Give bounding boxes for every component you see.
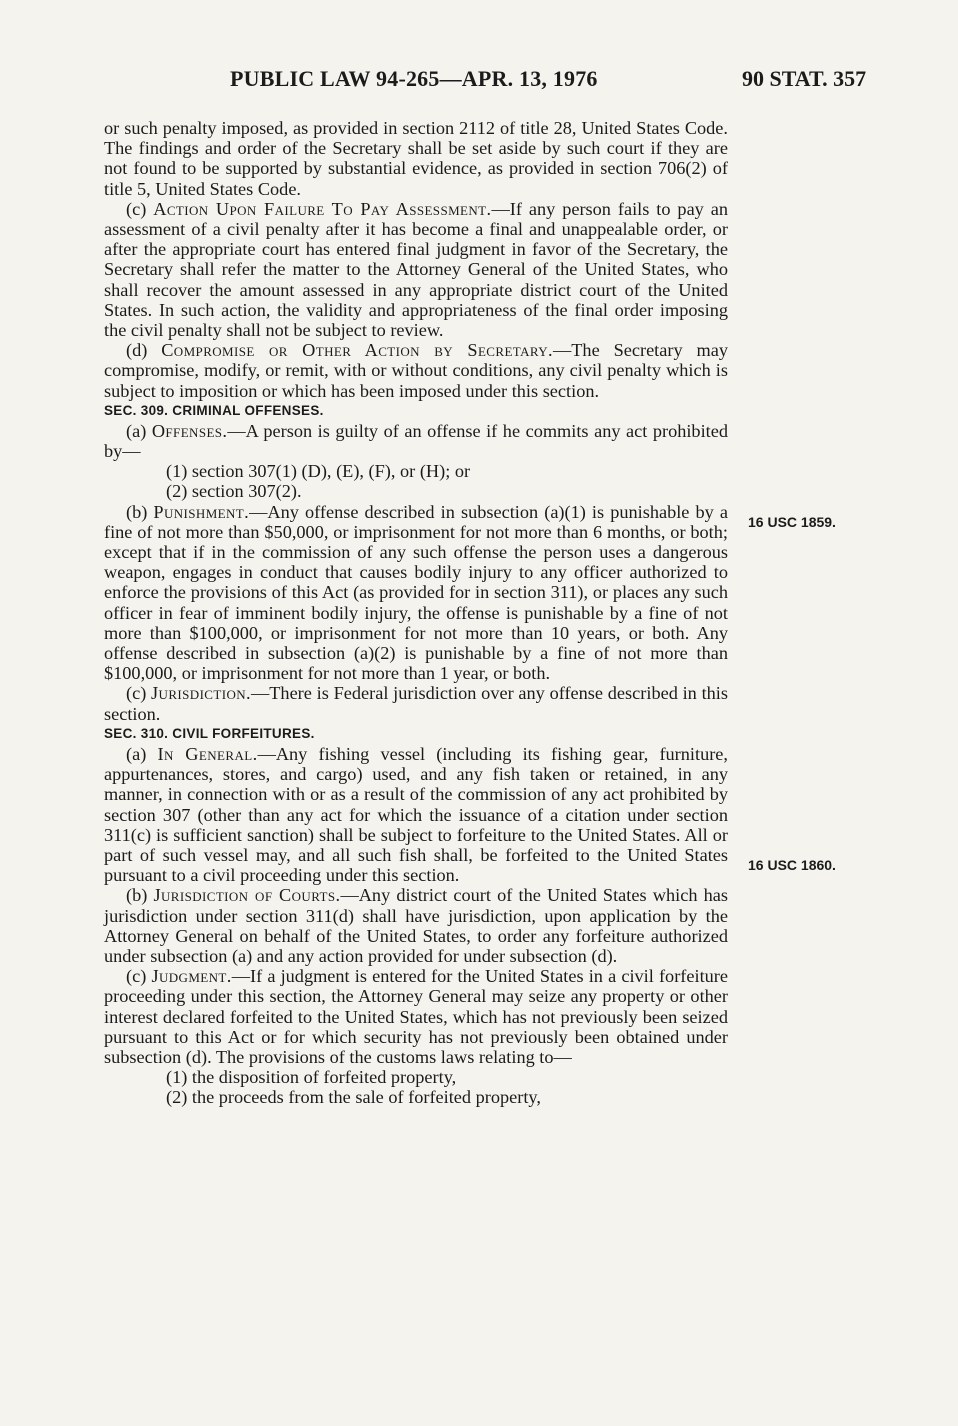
list-item: (1) section 307(1) (D), (E), (F), or (H); or — [166, 461, 471, 482]
subsection-309-c-jurisdiction: (c) Jurisdiction.—There is Federal jurisdiction over any offense described in this section. — [104, 683, 728, 724]
list-item: (1) the disposition of forfeited property, — [166, 1067, 457, 1088]
subsection-310-b-courts: (b) Jurisdiction of Courts.—Any district court of the United States which has jurisdiction under section 311(d) shall have jurisdiction, upon application by the Attorney General on behalf of the United States, to order any forfeiture authorized under subsection (a) and any action provided for under subsection (d). — [104, 885, 728, 966]
subsection-310-c-judgment: (c) Judgment.—If a judgment is entered for the United States in a civil forfeiture proceeding under this section, the Attorney General may seize any property or other interest declared forfeited to the United States, which has not previously been seized pursuant to this Act or for which security has not previously been obtained under subsection (d). The provisions of the customs laws relating to— — [104, 966, 728, 1067]
subsection-309-b-punishment: (b) Punishment.—Any offense described in subsection (a)(1) is punishable by a fine of not more than $50,000, or imprisonment for not more than 6 months, or both; except that if in the commission of any such offense the person uses a dangerous weapon, engages in conduct that causes bodily injury to any officer authorized to enforce the provisions of this Act (as provided for in section 311), or places any such officer in fear of imminent bodily injury, the offense is punishable by a fine of not more than $100,000, or imprisonment for not more than 10 years, or both. Any offense described in subsection (a)(2) is punishable by a fine of not more than $100,000, or imprisonment for not more than 1 year, or both. — [104, 501, 728, 684]
subsection-heading: Offenses. — [151, 420, 228, 441]
page-body — [104, 118, 728, 1108]
subsection-heading: Compromise or Other Action by Secretary. — [161, 340, 553, 361]
subsection-heading: In General. — [157, 743, 258, 764]
subsection-309-a-offenses: (a) Offenses.—A person is guilty of an offense if he commits any act prohibited by— — [104, 420, 728, 462]
subsection-heading: Action Upon Failure To Pay Assessment. — [153, 198, 492, 219]
paragraph-continuation: or such penalty imposed, as provided in section 2112 of title 28, United States Code. The findings and order of the Secretary shall be set aside by such court if they are not found to be supported by substantial evidence, as provided in section 706(2) of title 5, United States Code. — [104, 118, 728, 199]
subsection-heading: Punishment. — [153, 501, 250, 522]
running-header-title: PUBLIC LAW 94-265—APR. 13, 1976 — [230, 66, 598, 91]
margin-note-usc-1859: 16 USC 1859. — [748, 514, 836, 530]
subsection-heading: Judgment. — [151, 966, 232, 987]
list-item: (2) section 307(2). — [166, 481, 302, 502]
statute-page-number: 90 STAT. 357 — [742, 66, 867, 91]
subsection-c-failure-to-pay: (c) Action Upon Failure To Pay Assessment.—If any person fails to pay an assessment of a civil penalty after it has become a final and unappealable order, or after the appropriate court has entered final judgment in favor of the Secretary, the Secretary shall refer the matter to the Attorney General of the United States, who shall recover the amount assessed in any appropriate district court of the United States. In such action, the validity and appropriateness of the final order imposing the civil penalty shall not be subject to review. — [104, 198, 729, 341]
section-310-heading: SEC. 310. CIVIL FORFEITURES. — [104, 725, 315, 741]
subsection-d-compromise: (d) Compromise or Other Action by Secretary.—The Secretary may compromise, modify, or remit, with or without conditions, any civil penalty which is subject to imposition or which has been imposed under this section. — [104, 340, 728, 401]
list-item: (2) the proceeds from the sale of forfeited property, — [166, 1087, 541, 1108]
subsection-310-a-general: (a) In General.—Any fishing vessel (including its fishing gear, furniture, appurtenances, stores, and cargo) used, and any fish taken or retained, in any manner, in connection with or as a result of the commission of any act prohibited by section 307 (other than any act for which the issuance of a citation under section 311(c) is sufficient sanction) shall be subject to forfeiture to the United States. All or part of such vessel may, and all such fish shall, be forfeited to the United States pursuant to a civil proceeding under this section. — [104, 743, 728, 886]
section-309-heading: SEC. 309. CRIMINAL OFFENSES. — [104, 402, 324, 418]
subsection-heading: Jurisdiction. — [151, 683, 251, 704]
margin-note-usc-1860: 16 USC 1860. — [748, 857, 836, 873]
subsection-heading: Jurisdiction of Courts. — [153, 885, 341, 906]
